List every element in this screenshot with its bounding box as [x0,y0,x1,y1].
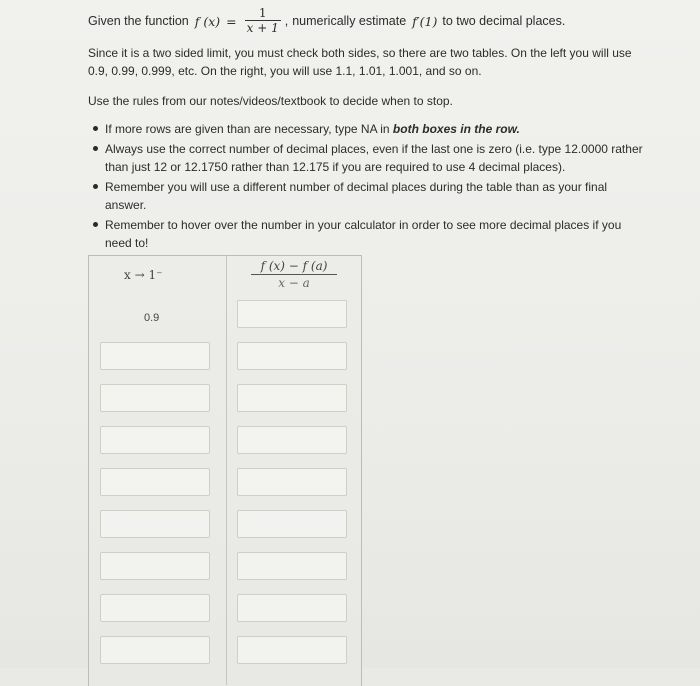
question-prefix: Given the function [88,14,189,28]
question-suffix-2: to two decimal places. [442,14,566,28]
difference-quotient-input[interactable] [237,300,347,328]
x-value-input[interactable] [100,552,210,580]
difference-quotient-input[interactable] [237,510,347,538]
difference-quotient-input[interactable] [237,342,347,370]
difference-quotient-input[interactable] [237,426,347,454]
instruction-text: Always use the correct number of decimal places, even if the last one is zero (i.e. type 12.0000 rather than just 12 or 12.1750 rather than 12.175 if you are required to use 4 decimal places). [105,142,643,174]
function-fraction [245,7,281,35]
difference-quotient-input[interactable] [237,468,347,496]
instruction-item [88,120,648,138]
difference-quotient-header [246,258,342,291]
equals-sign: = [226,13,237,29]
derivative-expression: f′(1) [412,13,438,29]
x-value-input[interactable] [100,636,210,664]
fraction-denominator: x + 1 [246,21,279,35]
difference-quotient-input[interactable] [237,636,347,664]
x-value-input[interactable] [100,510,210,538]
difference-quotient-input[interactable] [237,384,347,412]
instruction-text: If more rows are given than are necessary, type NA in [105,122,393,136]
question-suffix: numerically estimate [292,14,407,28]
difference-quotient-numerator: f (x) − f (a) [260,259,328,273]
two-sided-instructions: Since it is a two sided limit, you must check both sides, so there are two tables. On the left you will use 0.9, 0.99, 0.999, etc. On the right, you will use 1.1, 1.01, 1.001, and so on. [88,46,632,78]
difference-quotient-input[interactable] [237,594,347,622]
comma: , [284,14,289,28]
x-value-input[interactable] [100,594,210,622]
instruction-item [88,178,648,214]
x-approach-header: x → 1⁻ [124,268,163,282]
instruction-text: Remember you will use a different number of decimal places during the table than as your final answer. [105,180,608,212]
difference-quotient-input[interactable] [237,552,347,580]
instruction-list [88,120,648,254]
function-name: f (x) [194,13,221,29]
x-value-input[interactable] [100,342,210,370]
first-x-value: 0.9 [144,312,160,324]
difference-quotient-denominator: x − a [251,274,337,291]
instruction-item [88,216,648,252]
x-value-input[interactable] [100,384,210,412]
stopping-rule-note: Use the rules from our notes/videos/textbook to decide when to stop. [88,94,453,108]
table-column-divider [226,255,227,685]
instruction-emphasis: both boxes in the row. [392,122,520,136]
instruction-text: Remember to hover over the number in your calculator in order to see more decimal places if you need to! [105,218,622,250]
instruction-item [88,140,648,176]
question-statement [88,6,688,36]
x-value-input[interactable] [100,426,210,454]
fraction-numerator: 1 [258,6,267,20]
x-value-input[interactable] [100,468,210,496]
